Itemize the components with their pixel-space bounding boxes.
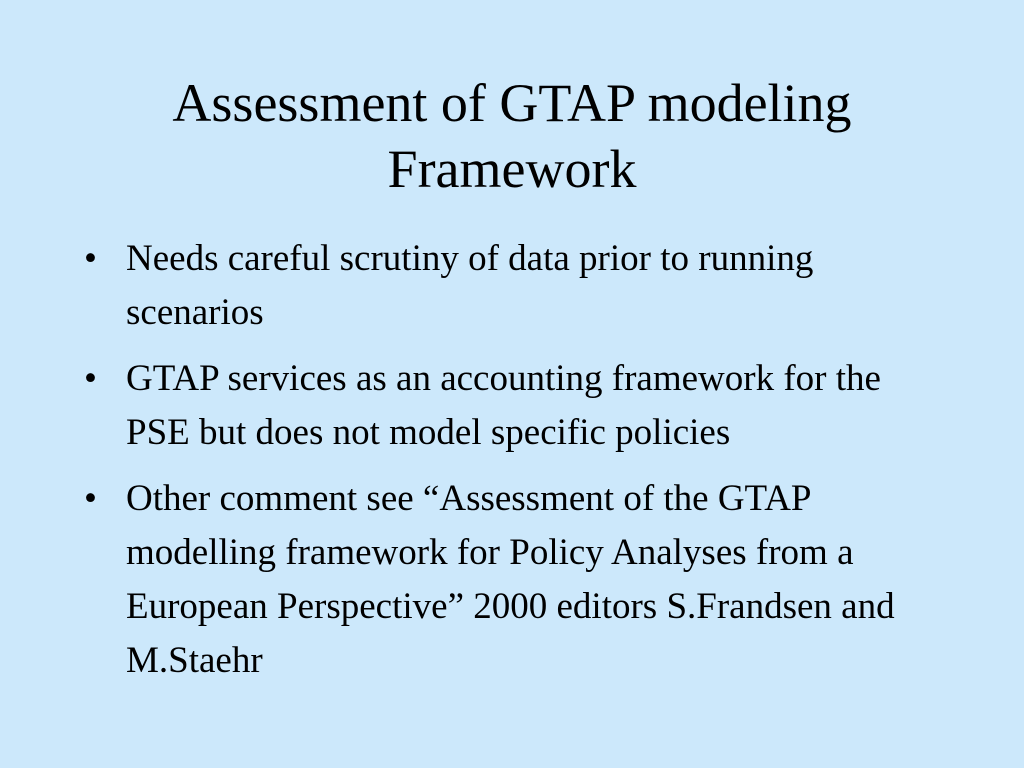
bullet-text: Needs careful scrutiny of data prior to running scenarios: [126, 238, 814, 333]
bullet-icon: •: [84, 478, 97, 519]
bullet-item: [84, 352, 944, 460]
bullet-item: [84, 232, 944, 340]
bullet-icon: •: [84, 358, 97, 399]
bullet-item: [84, 472, 944, 688]
slide-title: Assessment of GTAP modeling Framework: [172, 73, 852, 199]
bullet-text: Other comment see “Assessment of the GTAP modelling framework for Policy Analyses from a European Perspective” 2000 editors S.Frandsen and M.Staehr: [126, 478, 895, 681]
bullet-text: GTAP services as an accounting framework for the PSE but does not model specific policies: [126, 358, 881, 453]
bullet-icon: •: [84, 238, 97, 279]
bullet-list: [84, 232, 944, 700]
